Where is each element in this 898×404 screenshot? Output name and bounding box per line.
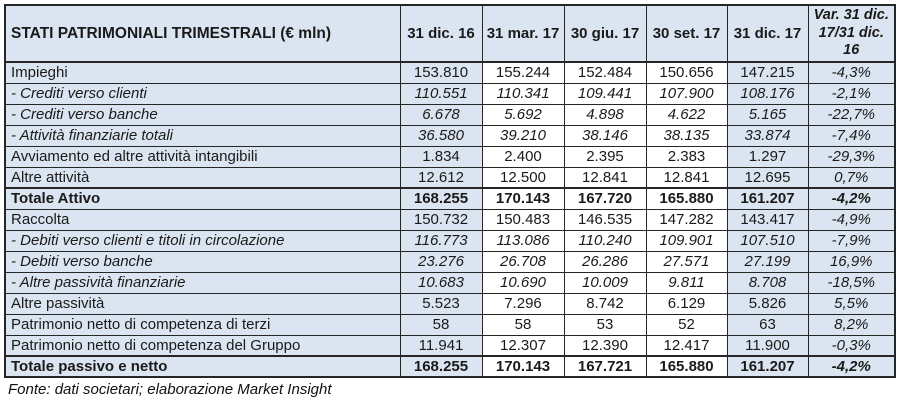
table-row xyxy=(5,62,895,83)
value-cell: 26.286 xyxy=(564,251,646,272)
value-cell: 4.898 xyxy=(564,104,646,125)
value-cell: 147.215 xyxy=(727,62,808,83)
table-body xyxy=(5,62,895,377)
table-row xyxy=(5,293,895,314)
value-cell: 52 xyxy=(646,314,727,335)
value-cell: 108.176 xyxy=(727,83,808,104)
value-cell: 27.199 xyxy=(727,251,808,272)
value-cell: 5.692 xyxy=(482,104,564,125)
value-cell: 150.656 xyxy=(646,62,727,83)
value-cell: 36.580 xyxy=(400,125,482,146)
variation-cell: -4,9% xyxy=(808,209,895,230)
value-cell: 10.683 xyxy=(400,272,482,293)
value-cell: 7.296 xyxy=(482,293,564,314)
variation-cell: -29,3% xyxy=(808,146,895,167)
value-cell: 38.135 xyxy=(646,125,727,146)
row-label: Altre attività xyxy=(5,167,400,188)
row-label: Totale passivo e netto xyxy=(5,356,400,377)
value-cell: 165.880 xyxy=(646,356,727,377)
table-row xyxy=(5,230,895,251)
value-cell: 110.240 xyxy=(564,230,646,251)
row-label: Patrimonio netto di competenza di terzi xyxy=(5,314,400,335)
variation-cell: -4,2% xyxy=(808,188,895,209)
value-cell: 27.571 xyxy=(646,251,727,272)
value-cell: 11.941 xyxy=(400,335,482,356)
value-cell: 8.742 xyxy=(564,293,646,314)
variation-cell: 8,2% xyxy=(808,314,895,335)
value-cell: 2.400 xyxy=(482,146,564,167)
value-cell: 5.523 xyxy=(400,293,482,314)
value-cell: 10.690 xyxy=(482,272,564,293)
row-label: - Crediti verso banche xyxy=(5,104,400,125)
variation-cell: -7,9% xyxy=(808,230,895,251)
value-cell: 143.417 xyxy=(727,209,808,230)
table-row xyxy=(5,356,895,377)
value-cell: 152.484 xyxy=(564,62,646,83)
table-row xyxy=(5,146,895,167)
variation-cell: -2,1% xyxy=(808,83,895,104)
value-cell: 58 xyxy=(400,314,482,335)
value-cell: 33.874 xyxy=(727,125,808,146)
table-row xyxy=(5,314,895,335)
column-header-31-dic-17: 31 dic. 17 xyxy=(727,5,808,62)
row-label: - Debiti verso banche xyxy=(5,251,400,272)
variation-cell: -18,5% xyxy=(808,272,895,293)
value-cell: 161.207 xyxy=(727,188,808,209)
value-cell: 2.383 xyxy=(646,146,727,167)
value-cell: 150.732 xyxy=(400,209,482,230)
value-cell: 107.900 xyxy=(646,83,727,104)
value-cell: 12.500 xyxy=(482,167,564,188)
column-header-variation: Var. 31 dic. 17/31 dic. 16 xyxy=(808,5,895,62)
table-row xyxy=(5,335,895,356)
table-row xyxy=(5,83,895,104)
table-row xyxy=(5,209,895,230)
value-cell: 168.255 xyxy=(400,188,482,209)
value-cell: 8.708 xyxy=(727,272,808,293)
variation-cell: 5,5% xyxy=(808,293,895,314)
variation-cell: -22,7% xyxy=(808,104,895,125)
variation-cell: -7,4% xyxy=(808,125,895,146)
value-cell: 63 xyxy=(727,314,808,335)
table-row xyxy=(5,167,895,188)
value-cell: 12.417 xyxy=(646,335,727,356)
table-row xyxy=(5,272,895,293)
value-cell: 5.826 xyxy=(727,293,808,314)
value-cell: 53 xyxy=(564,314,646,335)
value-cell: 109.901 xyxy=(646,230,727,251)
value-cell: 2.395 xyxy=(564,146,646,167)
value-cell: 110.551 xyxy=(400,83,482,104)
table-row xyxy=(5,125,895,146)
value-cell: 150.483 xyxy=(482,209,564,230)
value-cell: 12.841 xyxy=(646,167,727,188)
row-label: Avviamento ed altre attività intangibili xyxy=(5,146,400,167)
table-row xyxy=(5,104,895,125)
quarterly-balance-sheet-table xyxy=(4,4,896,378)
value-cell: 146.535 xyxy=(564,209,646,230)
row-label: - Crediti verso clienti xyxy=(5,83,400,104)
value-cell: 58 xyxy=(482,314,564,335)
row-label: Totale Attivo xyxy=(5,188,400,209)
value-cell: 12.612 xyxy=(400,167,482,188)
value-cell: 153.810 xyxy=(400,62,482,83)
value-cell: 155.244 xyxy=(482,62,564,83)
row-label: Altre passività xyxy=(5,293,400,314)
source-note: Fonte: dati societari; elaborazione Market Insight xyxy=(8,381,332,399)
value-cell: 109.441 xyxy=(564,83,646,104)
value-cell: 167.720 xyxy=(564,188,646,209)
row-label: Raccolta xyxy=(5,209,400,230)
value-cell: 26.708 xyxy=(482,251,564,272)
value-cell: 6.129 xyxy=(646,293,727,314)
table-row xyxy=(5,188,895,209)
value-cell: 10.009 xyxy=(564,272,646,293)
row-label: Impieghi xyxy=(5,62,400,83)
value-cell: 116.773 xyxy=(400,230,482,251)
value-cell: 110.341 xyxy=(482,83,564,104)
column-header-31-mar-17: 31 mar. 17 xyxy=(482,5,564,62)
row-label: Patrimonio netto di competenza del Gruppo xyxy=(5,335,400,356)
value-cell: 5.165 xyxy=(727,104,808,125)
value-cell: 6.678 xyxy=(400,104,482,125)
column-header-31-dic-16: 31 dic. 16 xyxy=(400,5,482,62)
value-cell: 12.390 xyxy=(564,335,646,356)
column-header-30-set-17: 30 set. 17 xyxy=(646,5,727,62)
header-row xyxy=(5,5,895,62)
table-row xyxy=(5,251,895,272)
variation-cell: 16,9% xyxy=(808,251,895,272)
value-cell: 165.880 xyxy=(646,188,727,209)
value-cell: 161.207 xyxy=(727,356,808,377)
variation-cell: -4,2% xyxy=(808,356,895,377)
table-title: STATI PATRIMONIALI TRIMESTRALI (€ mln) xyxy=(5,5,400,62)
variation-cell: 0,7% xyxy=(808,167,895,188)
value-cell: 12.695 xyxy=(727,167,808,188)
value-cell: 167.721 xyxy=(564,356,646,377)
value-cell: 1.297 xyxy=(727,146,808,167)
variation-cell: -0,3% xyxy=(808,335,895,356)
row-label: - Attività finanziarie totali xyxy=(5,125,400,146)
variation-cell: -4,3% xyxy=(808,62,895,83)
column-header-30-giu-17: 30 giu. 17 xyxy=(564,5,646,62)
value-cell: 170.143 xyxy=(482,188,564,209)
value-cell: 113.086 xyxy=(482,230,564,251)
report-page xyxy=(4,4,894,398)
value-cell: 170.143 xyxy=(482,356,564,377)
row-label: - Altre passività finanziarie xyxy=(5,272,400,293)
value-cell: 168.255 xyxy=(400,356,482,377)
value-cell: 12.307 xyxy=(482,335,564,356)
value-cell: 1.834 xyxy=(400,146,482,167)
value-cell: 147.282 xyxy=(646,209,727,230)
value-cell: 4.622 xyxy=(646,104,727,125)
row-label: - Debiti verso clienti e titoli in circolazione xyxy=(5,230,400,251)
value-cell: 39.210 xyxy=(482,125,564,146)
value-cell: 9.811 xyxy=(646,272,727,293)
value-cell: 107.510 xyxy=(727,230,808,251)
value-cell: 12.841 xyxy=(564,167,646,188)
value-cell: 38.146 xyxy=(564,125,646,146)
value-cell: 23.276 xyxy=(400,251,482,272)
value-cell: 11.900 xyxy=(727,335,808,356)
